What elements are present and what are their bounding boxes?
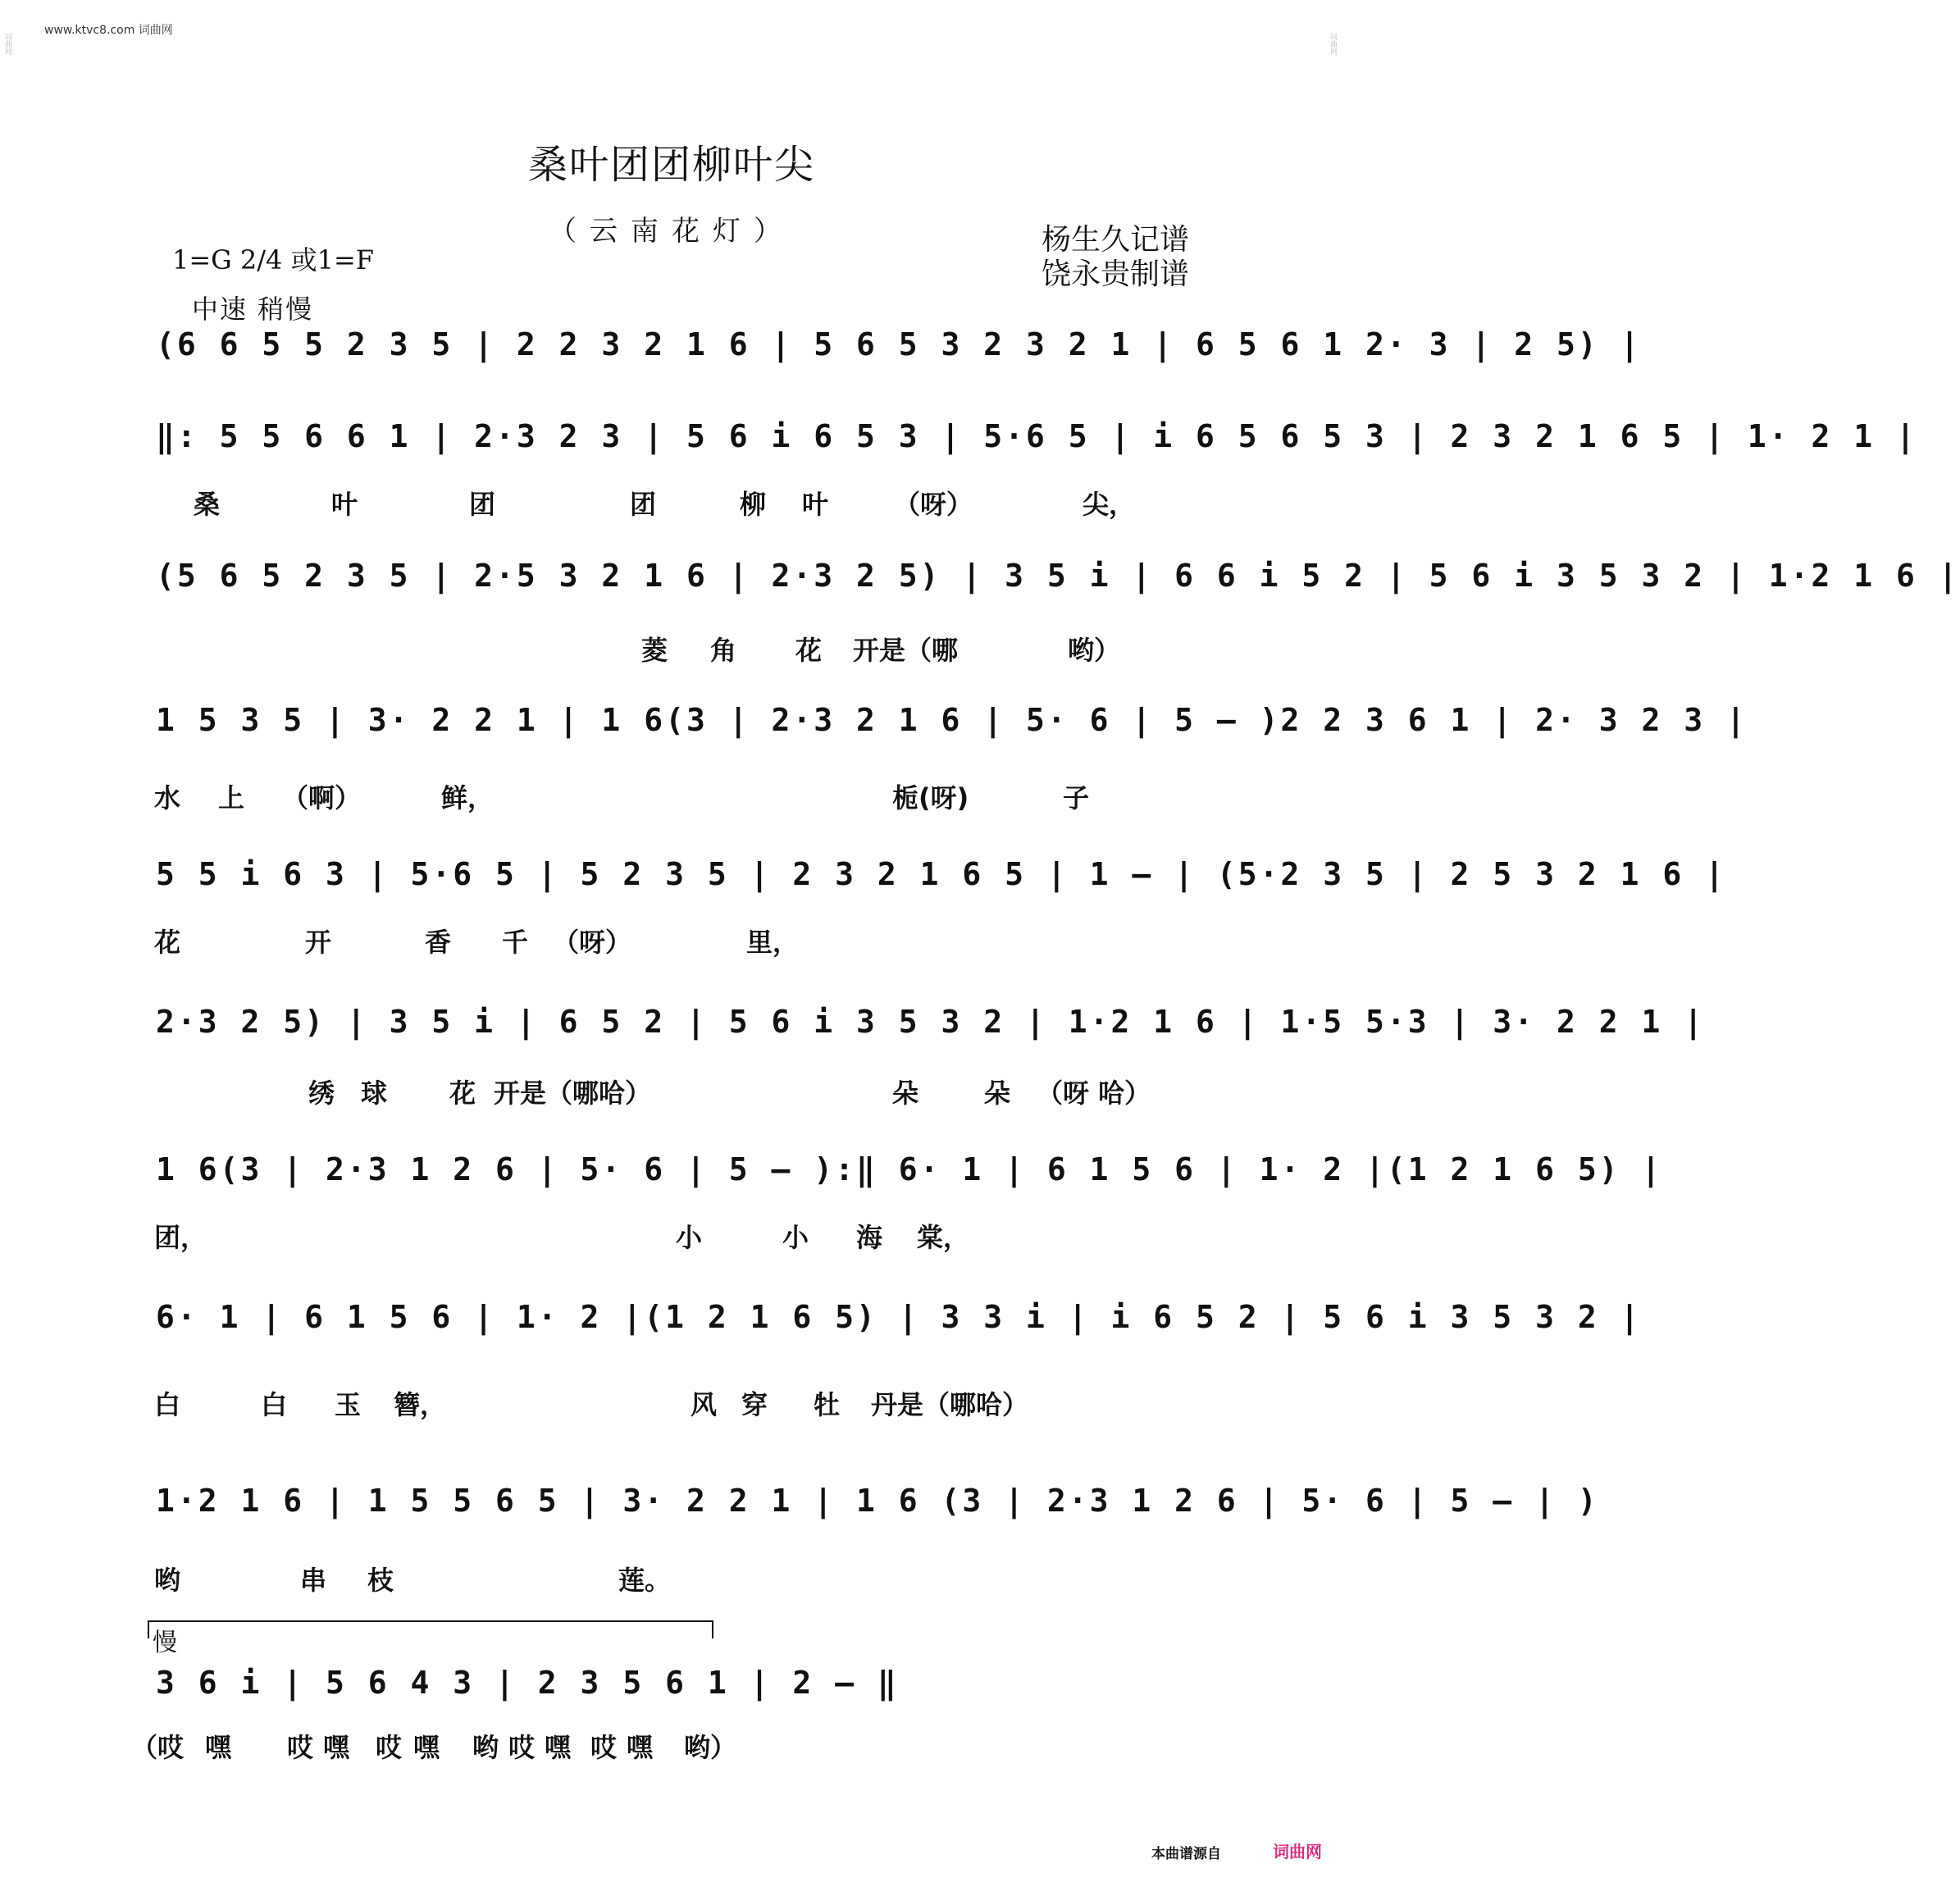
staff-system-8: 6· 1 | 6 1 5 6 | 1· 2 |(1 2 1 6 5) | 3 3 i | i 6 5 2 | 5 6 i 3 5 3 2 | [156, 1299, 1642, 1335]
lyric-syllable: 哟） [684, 1732, 737, 1763]
lyric-syllable: 开是（哪 [853, 635, 959, 666]
side-watermark-left: 词曲网 [3, 33, 11, 55]
lyric-syllable: 角 [710, 635, 737, 666]
lyric-syllable: 小 [782, 1222, 809, 1253]
lyric-syllable: 莲。 [618, 1565, 672, 1596]
lyric-syllable: 小 [676, 1222, 703, 1253]
page-title: 桑叶团团柳叶尖 [527, 142, 815, 188]
subtitle: （云南花灯） [549, 215, 795, 248]
lyric-syllable: 海 [856, 1222, 883, 1253]
staff-system-4: 1 5 3 5 | 3· 2 2 1 | 1 6(3 | 2·3 2 1 6 | 5· 6 | 5 – )2 2 3 6 1 | 2· 3 2 3 | [156, 702, 1748, 738]
lyric-syllable: 开 [305, 927, 332, 958]
lyric-syllable: 风 [691, 1389, 718, 1420]
key-signature: 1=G 2/4 或1=F [172, 244, 374, 276]
lyric-syllable: （啊） [282, 782, 362, 813]
lyric-syllable: 千 [502, 927, 529, 958]
lyric-syllable: 哟 [472, 1732, 499, 1763]
lyric-syllable: 嘿 [323, 1732, 350, 1763]
lyric-syllable: 串 [300, 1565, 327, 1596]
lyric-syllable: 哎 [287, 1732, 314, 1763]
lyric-syllable: 哎 [508, 1732, 536, 1763]
lyric-syllable: 朵 [892, 1078, 919, 1109]
lyric-syllable: 花 [795, 635, 823, 666]
lyric-syllable: 白 [261, 1389, 288, 1420]
lyric-syllable: （哎 [131, 1732, 185, 1763]
lyric-syllable: 白 [154, 1389, 181, 1420]
staff-system-10: 3 6 i | 5 6 4 3 | 2 3 5 6 1 | 2 – ‖ [156, 1665, 899, 1701]
lyric-syllable: 团 [630, 489, 657, 520]
lyric-syllable: 嘿 [627, 1732, 654, 1763]
lyric-syllable: 哎 [590, 1732, 618, 1763]
side-watermark-right: 词曲网 [1329, 33, 1337, 55]
footer-logo[interactable]: 词曲网 [1273, 1842, 1322, 1861]
lyric-syllable: 尖， [1083, 489, 1136, 520]
lyric-syllable: （呀 哈） [1037, 1078, 1151, 1109]
staff-system-6: 2·3 2 5) | 3 5 i | 6 5 2 | 5 6 i 3 5 3 2 | 1·2 1 6 | 1·5 5·3 | 3· 2 2 1 | [156, 1004, 1706, 1040]
staff-system-7: 1 6(3 | 2·3 1 2 6 | 5· 6 | 5 – ):‖ 6· 1 | 6 1 5 6 | 1· 2 |(1 2 1 6 5) | [156, 1151, 1663, 1187]
lyric-syllable: 棠， [917, 1222, 970, 1253]
lyric-syllable: 子 [1063, 782, 1090, 813]
lyric-syllable: 团 [469, 489, 496, 520]
lyric-syllable: 菱 [641, 635, 668, 666]
lyric-syllable: 花 [154, 927, 181, 958]
lyric-syllable: 鲜， [441, 782, 495, 813]
lyric-syllable: （呀） [894, 489, 973, 520]
lyric-syllable: 柳 [740, 489, 767, 520]
slow-tempo-bracket [148, 1620, 713, 1638]
lyric-syllable: 簪， [394, 1389, 447, 1420]
lyric-syllable: 桑 [194, 489, 221, 520]
lyric-syllable: 团， [154, 1222, 207, 1253]
lyric-syllable: 嘿 [205, 1732, 232, 1763]
lyric-syllable: 枝 [367, 1565, 394, 1596]
lyric-syllable: （呀） [553, 927, 632, 958]
staff-system-2: ‖: 5 5 6 6 1 | 2·3 2 3 | 5 6 i 6 5 3 | 5·6 5 | i 6 5 6 5 3 | 2 3 2 1 6 5 | 1· 2 1 | [156, 418, 1917, 454]
credit-engraver: 饶永贵制谱 [1042, 257, 1190, 291]
staff-system-5: 5 5 i 6 3 | 5·6 5 | 5 2 3 5 | 2 3 2 1 6 5 | 1 – | (5·2 3 5 | 2 5 3 2 1 6 | [156, 856, 1726, 892]
lyric-syllable: 里， [746, 927, 800, 958]
lyric-syllable: 嘿 [545, 1732, 572, 1763]
lyric-syllable: 上 [218, 782, 245, 813]
tempo-marking: 中速 稍慢 [192, 294, 314, 325]
staff-system-3: (5 6 5 2 3 5 | 2·5 3 2 1 6 | 2·3 2 5) | 3 5 i | 6 6 i 5 2 | 5 6 i 3 5 3 2 | 1·2 1 6 | [156, 558, 1960, 594]
credit-transcriber: 杨生久记谱 [1042, 223, 1190, 257]
lyric-syllable: 水 [154, 782, 181, 813]
lyric-syllable: 玉 [335, 1389, 362, 1420]
lyric-syllable: 哟 [154, 1565, 181, 1596]
lyric-syllable: 穿 [741, 1389, 768, 1420]
lyric-syllable: 朵 [984, 1078, 1011, 1109]
lyric-syllable: 花 [449, 1078, 476, 1109]
lyric-syllable: 叶 [331, 489, 358, 520]
lyric-syllable: 牡 [814, 1389, 841, 1420]
site-header: www.ktvc8.com 词曲网 [44, 24, 173, 37]
lyric-syllable: 球 [361, 1078, 388, 1109]
slow-tempo-label: 慢 [153, 1629, 177, 1657]
lyric-syllable: 栀(呀) [892, 782, 969, 813]
lyric-syllable: 嘿 [413, 1732, 440, 1763]
lyric-syllable: 叶 [802, 489, 829, 520]
lyric-syllable: 开是（哪哈） [494, 1078, 652, 1109]
lyric-syllable: 哟） [1068, 635, 1121, 666]
lyric-syllable: 绣 [308, 1078, 335, 1109]
lyric-syllable: 香 [425, 927, 452, 958]
lyric-syllable: 哎 [376, 1732, 403, 1763]
footer-source-text: 本曲谱源自 [1151, 1846, 1221, 1862]
staff-system-1: (6 6 5 5 2 3 5 | 2 2 3 2 1 6 | 5 6 5 3 2 3 2 1 | 6 5 6 1 2· 3 | 2 5) | [156, 326, 1642, 362]
lyric-syllable: 丹是（哪哈） [871, 1389, 1029, 1420]
staff-system-9: 1·2 1 6 | 1 5 5 6 5 | 3· 2 2 1 | 1 6 (3 | 2·3 1 2 6 | 5· 6 | 5 – | ) [156, 1483, 1599, 1519]
